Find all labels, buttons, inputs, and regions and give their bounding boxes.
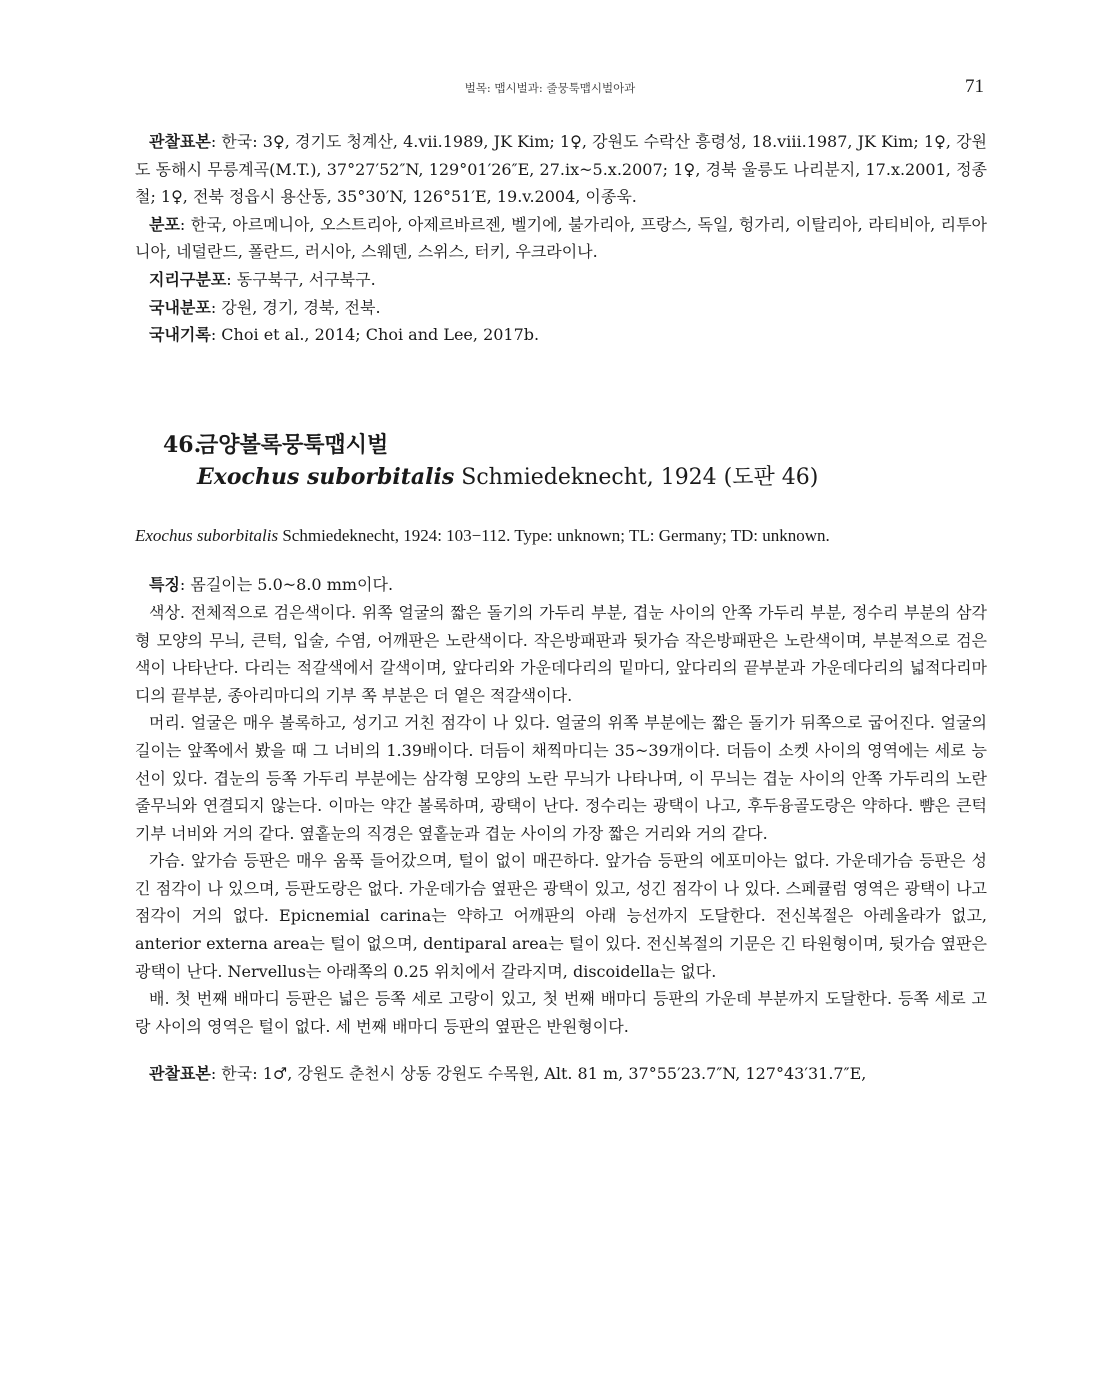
abdomen-paragraph: 배. 첫 번째 배마디 등판은 넓은 등쪽 세로 고랑이 있고, 첫 번째 배마디 등판의 가운데 부분까지 도달한다. 등쪽 세로 고랑 사이의 영역은 털이 없다. 세 번째 배마디 등판의 옆판은 반원형이다. xyxy=(135,989,987,1036)
prev-specimens-paragraph xyxy=(135,128,987,211)
geo-distribution-paragraph xyxy=(135,266,987,294)
species-scientific-name: Exochus suborbitalis xyxy=(197,463,455,490)
species-heading-korean xyxy=(135,429,987,461)
thorax-paragraph: 가슴. 앞가슴 등판은 매우 움푹 들어갔으며, 털이 없이 매끈하다. 앞가슴 등판의 에포미아는 없다. 가운데가슴 등판은 성긴 점각이 나 있으며, 등판도랑은 없다. 가운데가슴 옆판은 광택이 있고, 성긴 점각이 나 있다. 스페큘럼 영역은 광택이 나고 점각이 거의 없다. Epicnemial carina는 약하고 어깨판의 아래 능선까지 도달한다. 전신복절은 아레올라가 없고, anterior externa area는 털이 없으며, dentiparal area는 털이 있다. 전신복절의 기문은 긴 타원형이며, 뒷가슴 옆판은 광택이 난다. Nervellus는 아래쪽의 0.25 위치에서 갈라지며, discoidella는 없다. xyxy=(135,851,987,981)
domestic-distribution-paragraph xyxy=(135,294,987,322)
page-body xyxy=(135,128,987,1088)
specimens-label: 관찰표본 xyxy=(149,132,211,151)
synonym-line xyxy=(135,522,987,550)
distribution-text: : 한국, 아르메니아, 오스트리아, 아제르바르젠, 벨기에, 불가리아, 프랑스, 독일, 헝가리, 이탈리아, 라티비아, 리투아니아, 네덜란드, 폴란드, 러시아, 스웨덴, 스위스, 터키, 우크라이나. xyxy=(135,214,987,262)
species-heading-scientific xyxy=(135,461,987,494)
geo-distribution-label: 지리구분포 xyxy=(149,269,227,289)
synonym-text: Schmiedeknecht, 1924: 103−112. Type: unknown; TL: Germany; TD: unknown. xyxy=(278,525,830,545)
head-paragraph: 머리. 얼굴은 매우 볼록하고, 성기고 거친 점각이 나 있다. 얼굴의 위쪽 부분에는 짧은 돌기가 뒤쪽으로 굽어진다. 얼굴의 길이는 앞쪽에서 봤을 때 그 너비의 1.39배이다. 더듬이 채찍마디는 35~39개이다. 더듬이 소켓 사이의 영역에는 세로 능선이 있다. 겹눈의 등쪽 가두리 부분에는 삼각형 모양의 노란 무늬가 나타나며, 이 무늬는 겹눈 사이의 안쪽 가두리의 노란 줄무늬와 연결되지 않는다. 이마는 약간 볼록하며, 광택이 난다. 정수리는 광택이 나고, 후두융골도랑은 약하다. 뺨은 큰턱 기부 너비와 거의 같다. 옆홑눈의 직경은 옆홑눈과 겹눈 사이의 가장 짧은 거리와 거의 같다. xyxy=(135,713,987,843)
distribution-label: 분포 xyxy=(149,214,180,234)
domestic-records-text: : Choi et al., 2014; Choi and Lee, 2017b. xyxy=(210,325,540,345)
features-text: : 몸길이는 5.0~8.0 mm이다. xyxy=(179,575,394,595)
domestic-records-paragraph xyxy=(135,321,987,349)
page-number: 71 xyxy=(965,76,984,97)
running-head: 벌목: 맵시벌과: 줄뭉툭맵시벌아과 xyxy=(464,81,636,95)
synonym-name: Exochus suborbitalis xyxy=(135,525,279,545)
species-specimens-text: : 한국: 1♂, 강원도 춘천시 상동 강원도 수목원, Alt. 81 m, 37°55′23.7″N, 127°43′31.7″E, xyxy=(210,1064,867,1084)
species-number: 46. xyxy=(163,431,202,458)
domestic-distribution-text: : 강원, 경기, 경북, 전북. xyxy=(210,297,381,317)
species-heading xyxy=(135,429,987,494)
geo-distribution-text: : 동구북구, 서구북구. xyxy=(226,269,376,289)
color-paragraph: 색상. 전체적으로 검은색이다. 위쪽 얼굴의 짧은 돌기의 가두리 부분, 겹눈 사이의 안쪽 가두리 부분, 정수리 부분의 삼각형 모양의 무늬, 큰턱, 입술, 수염, 어깨판은 노란색이다. 작은방패판과 뒷가슴 작은방패판은 노란색이며, 부분적으로 검은색이 나타난다. 다리는 적갈색에서 갈색이며, 앞다리와 가운데다리의 밑마디, 앞다리의 끝부분과 가운데다리의 넓적다리마디의 끝부분, 종아리마디의 기부 쪽 부분은 더 옅은 적갈색이다. xyxy=(135,602,987,705)
distribution-paragraph xyxy=(135,211,987,266)
specimens-text: : 한국: 3♀, 경기도 청계산, 4.vii.1989, JK Kim; 1♀, 강원도 수락산 흥령성, 18.viii.1987, JK Kim; 1♀, 강원도 동해시 무릉계곡(M.T.), 37°27′52″N, 129°01′26″E, 27.ix~5.x.2007; 1♀, 경북 울릉도 나리분지, 17.x.2001, 정종철; 1♀, 전북 정읍시 용산동, 35°30′N, 126°51′E, 19.v.2004, 이종욱. xyxy=(135,132,987,207)
species-specimens-label: 관찰표본 xyxy=(149,1064,211,1084)
species-korean-name: 금양볼록뭉툭맵시벌 xyxy=(197,431,389,458)
species-specimens-paragraph xyxy=(135,1060,987,1088)
features-label: 특징 xyxy=(149,575,180,595)
features-paragraph xyxy=(135,571,987,599)
species-author-year: Schmiedeknecht, 1924 (도판 46) xyxy=(454,464,819,490)
domestic-distribution-label: 국내분포 xyxy=(149,297,211,317)
domestic-records-label: 국내기록 xyxy=(149,325,211,345)
